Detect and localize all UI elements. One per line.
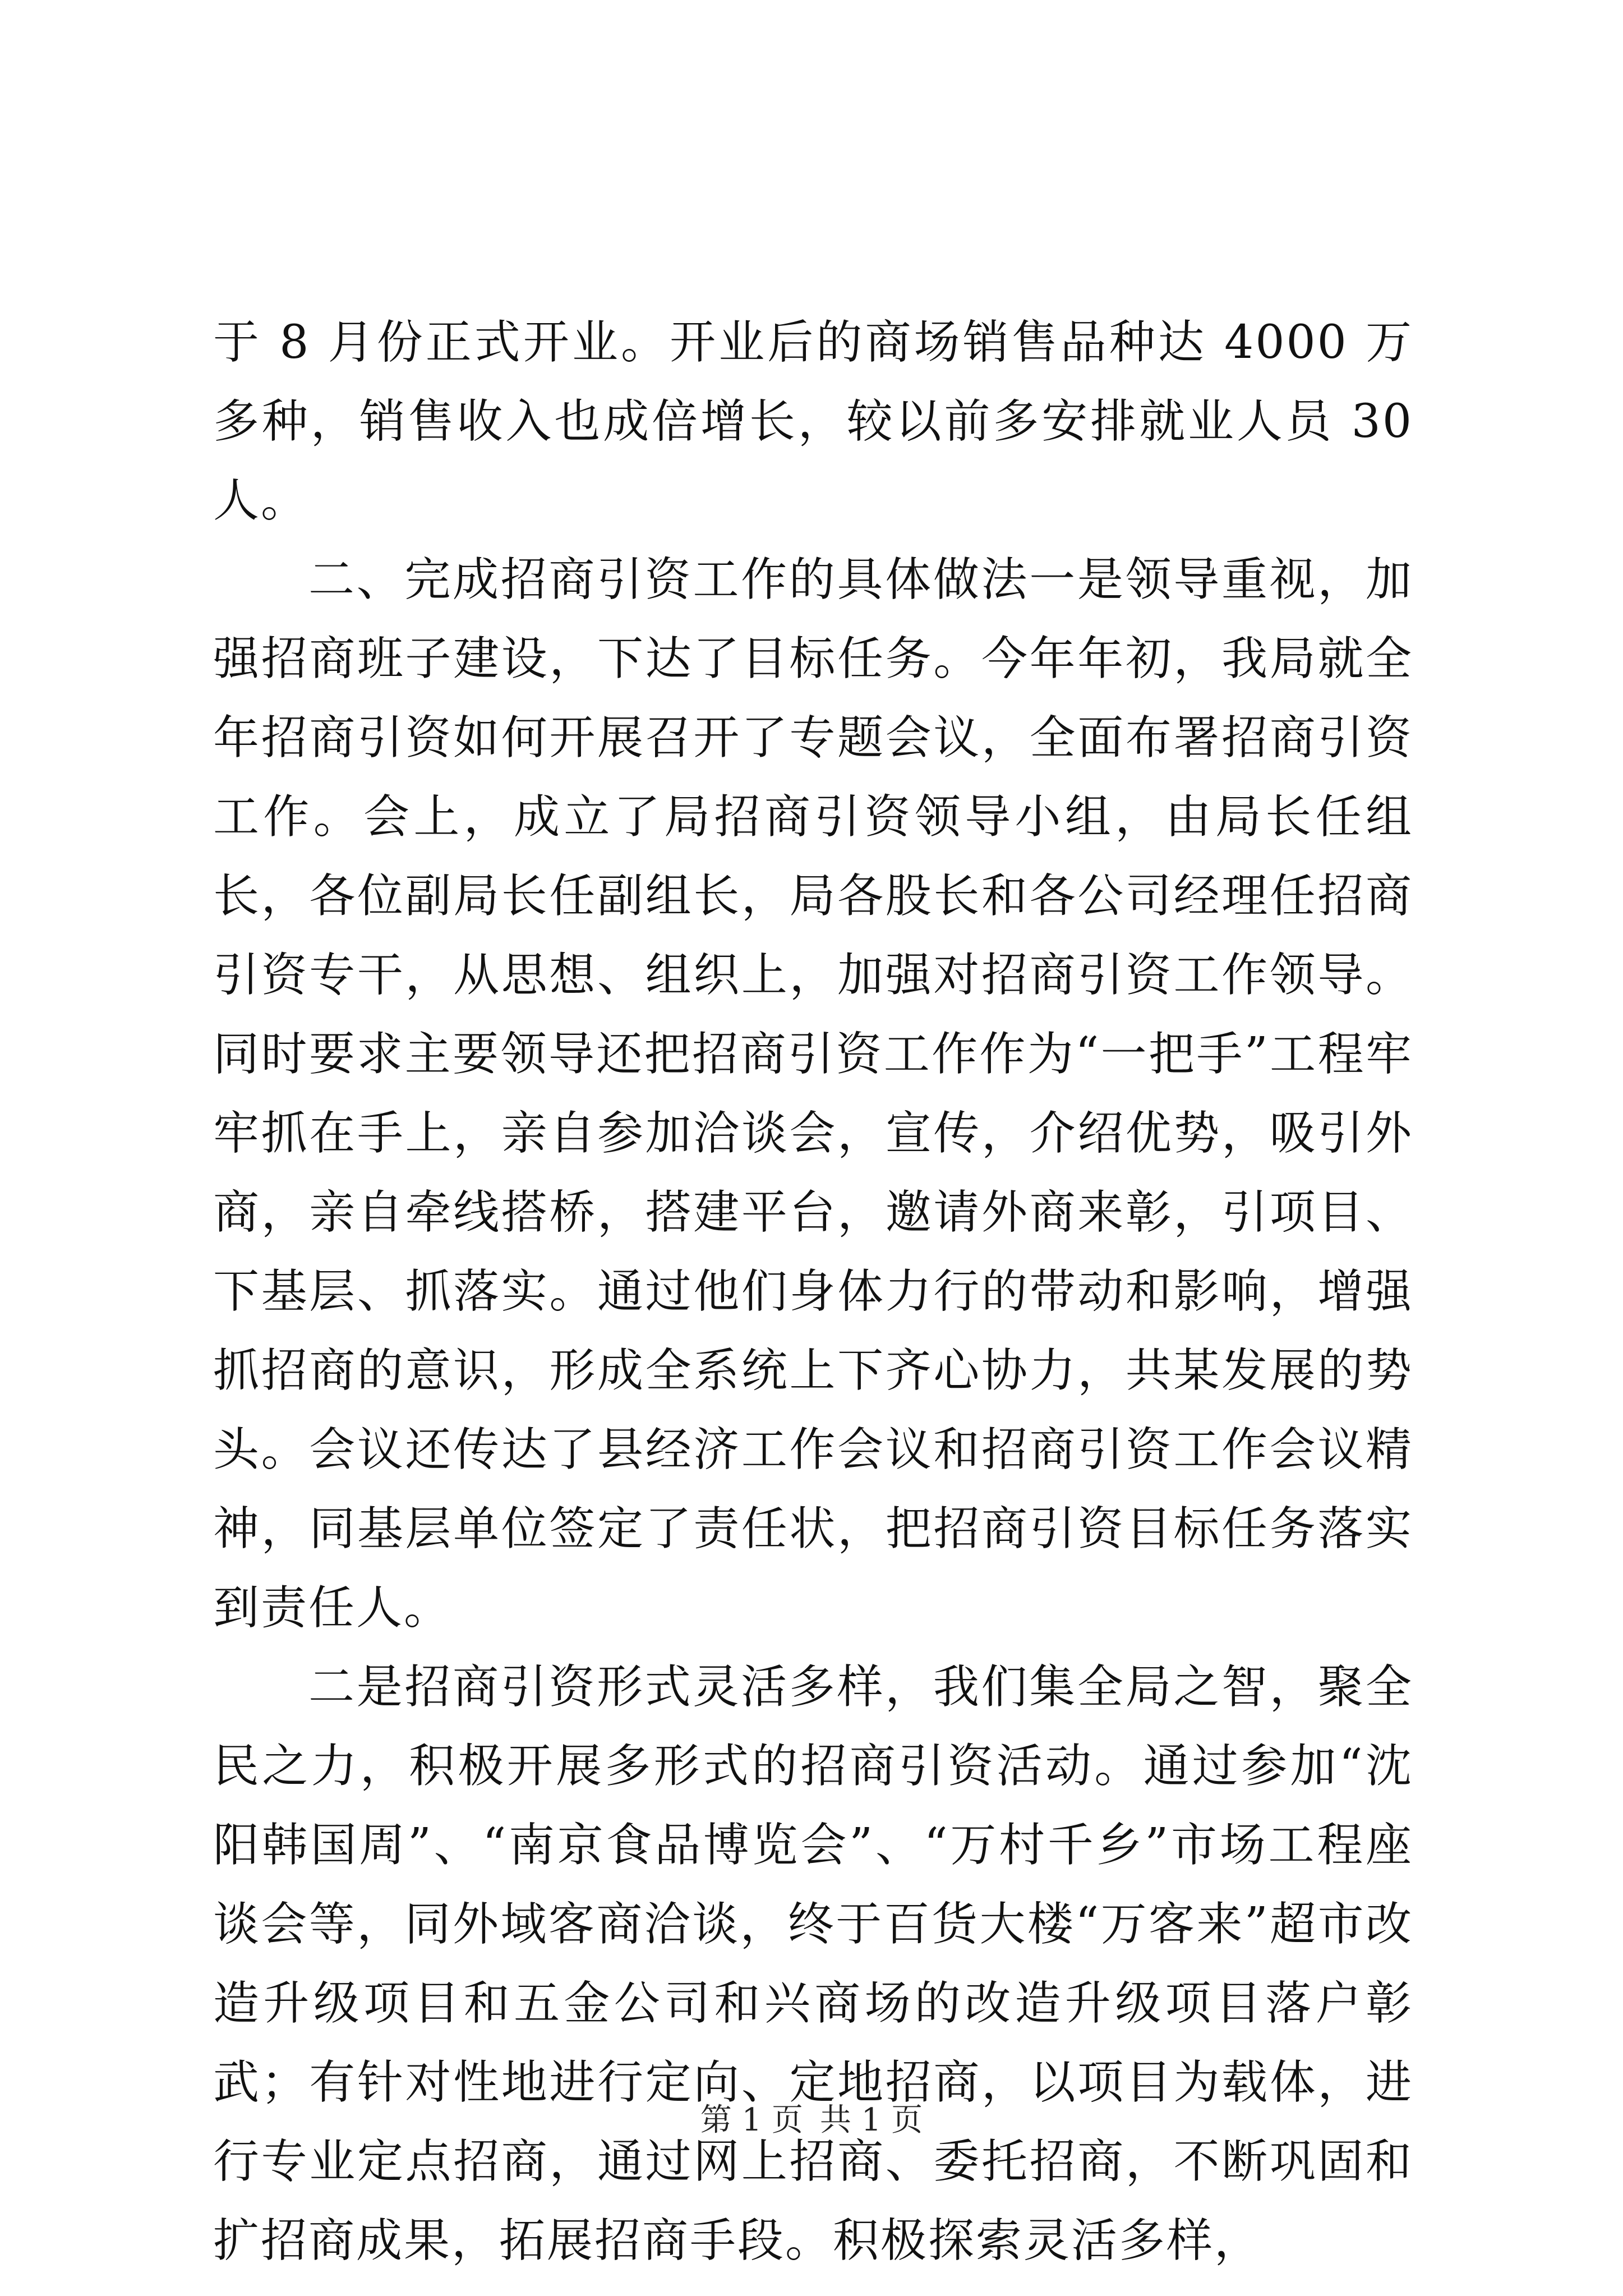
page-number: 第 1 页 — [700, 2102, 803, 2138]
paragraph-3: 二是招商引资形式灵活多样，我们集全局之智，聚全民之力，积极开展多形式的招商引资活动。通过参加“沈阳韩国周”、“南京食品博览会”、“万村千乡”市场工程座谈会等，同外域客商洽谈，终于百货大楼“万客来”超市改造升级项目和五金公司和兴商场的改造升级项目落户彰武；有针对性地进行定向、定地招商，以项目为载体，进行专业定点招商，通过网上招商、委托招商，不断巩固和扩招商成果，拓展招商手段。积极探索灵活多样， — [213, 1660, 1413, 2267]
paragraph-2: 二、完成招商引资工作的具体做法一是领导重视，加强招商班子建设，下达了目标任务。今年年初，我局就全年招商引资如何开展召开了专题会议，全面布署招商引资工作。会上，成立了局招商引资领导小组，由局长任组长，各位副局长任副组长，局各股长和各公司经理任招商引资专干，从思想、组织上，加强对招商引资工作领导。同时要求主要领导还把招商引资工作作为“一把手”工程牢牢抓在手上，亲自参加洽谈会，宣传，介绍优势，吸引外商，亲自牵线搭桥，搭建平台，邀请外商来彰，引项目、下基层、抓落实。通过他们身体力行的带动和影响，增强抓招商的意识，形成全系统上下齐心协力，共某发展的势头。会议还传达了县经济工作会议和招商引资工作会议精神，同基层单位签定了责任状，把招商引资目标任务落实到责任人。 — [213, 553, 1413, 1635]
document-body — [213, 303, 1413, 2280]
page-footer — [0, 2101, 1623, 2140]
page-total: 共 1 页 — [820, 2102, 923, 2138]
paragraph-1: 于 8 月份正式开业。开业后的商场销售品种达 4000 万多种，销售收入也成倍增长，较以前多安排就业人员 30 人。 — [213, 316, 1413, 527]
